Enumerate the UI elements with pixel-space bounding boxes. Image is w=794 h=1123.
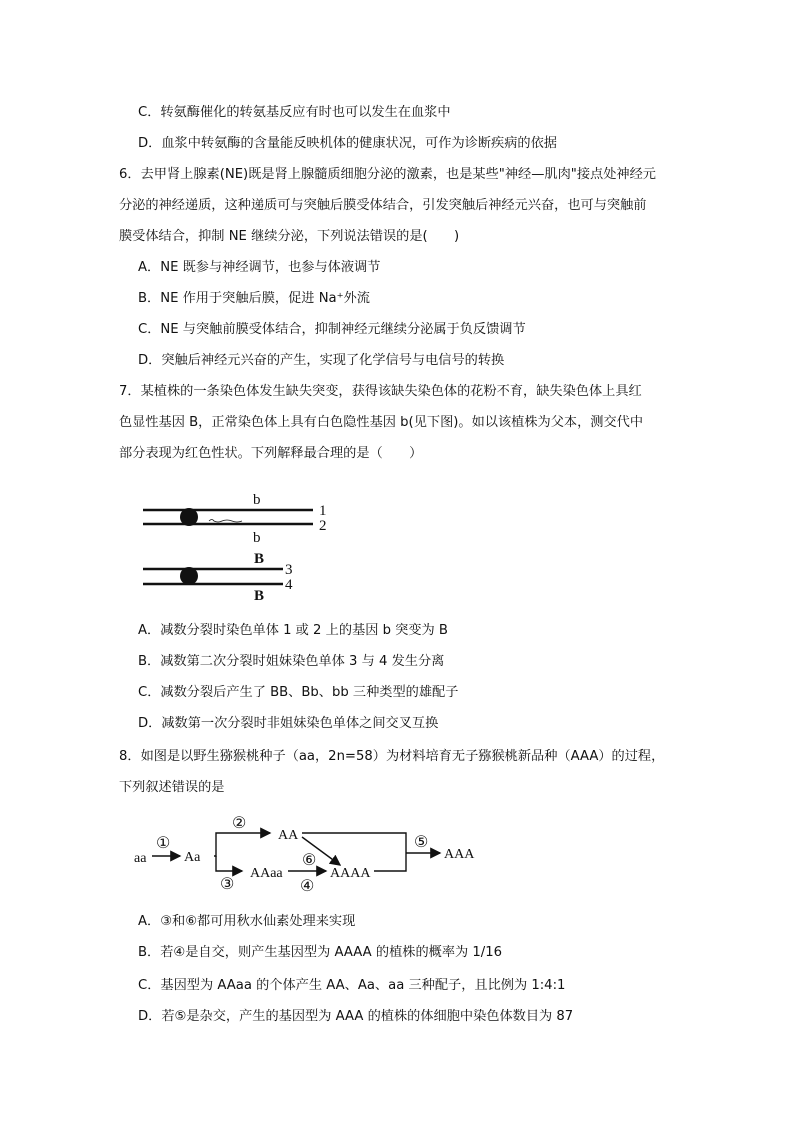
gene-b-chromatid-2: b (253, 530, 261, 546)
q8-option-c: C．基因型为 AAaa 的个体产生 AA、Aa、aa 三种配子，且比例为 1:4:1 (138, 978, 566, 993)
step-2-label: ② (232, 815, 247, 832)
q7-stem-line-2: 色显性基因 B，正常染色体上具有白色隐性基因 b(见下图)。如以该植株为父本，测交代中 (119, 415, 644, 430)
gene-B-chromatid-3: B (254, 551, 265, 567)
genotype-AAaa: AAaa (250, 866, 283, 881)
genotype-aa: aa (134, 851, 147, 866)
q6-option-c: C．NE 与突触前膜受体结合，抑制神经元继续分泌属于负反馈调节 (138, 322, 526, 337)
genotype-AA: AA (278, 828, 299, 843)
step-6-label: ⑥ (302, 852, 317, 869)
chromatid-label-3: 3 (285, 562, 293, 578)
arrow-step-2 (214, 833, 270, 856)
q7-stem-line-3: 部分表现为红色性状。下列解释最合理的是（ ） (119, 446, 423, 461)
gene-b-chromatid-1: b (253, 492, 261, 508)
q6-option-a: A．NE 既参与神经调节，也参与体液调节 (138, 260, 381, 275)
arrow-step-3 (216, 856, 242, 871)
genotype-AAA: AAA (444, 847, 475, 862)
centromere-top (180, 508, 198, 526)
q8-option-d: D．若⑤是杂交，产生的基因型为 AAA 的植株的体细胞中染色体数目为 87 (138, 1009, 574, 1024)
q8-stem-line-1: 8．如图是以野生猕猴桃种子（aa，2n=58）为材料培育无子猕猴桃新品种（AAA）的过程， (119, 749, 665, 764)
q7-option-b: B．减数第二次分裂时姐妹染色单体 3 与 4 发生分离 (138, 654, 445, 669)
q7-stem-line-1: 7．某植株的一条染色体发生缺失突变，获得该缺失染色体的花粉不育，缺失染色体上具红 (119, 384, 642, 399)
q7-option-d: D．减数第一次分裂时非姐妹染色单体之间交叉互换 (138, 716, 439, 731)
q8-stem-line-2: 下列叙述错误的是 (119, 780, 225, 795)
step-3-label: ③ (220, 876, 235, 893)
q6-stem-line-2: 分泌的神经递质，这种递质可与突触后膜受体结合，引发突触后神经元兴奋，也可与突触前 (119, 198, 647, 213)
q7-option-c: C．减数分裂后产生了 BB、Bb、bb 三种类型的雄配子 (138, 685, 459, 700)
step-5-label: ⑤ (414, 834, 429, 851)
genotype-AAAA: AAAA (330, 866, 371, 881)
q8-option-a: A．③和⑥都可用秋水仙素处理来实现 (138, 914, 356, 929)
chromatid-label-2: 2 (319, 518, 327, 534)
q6-stem-line-3: 膜受体结合，抑制 NE 继续分泌，下列说法错误的是( ) (119, 229, 460, 244)
q5-option-d: D．血浆中转氨酶的含量能反映机体的健康状况，可作为诊断疾病的依据 (138, 136, 557, 151)
step-1-label: ① (156, 835, 171, 852)
chromatid-label-4: 4 (285, 577, 293, 593)
genotype-Aa: Aa (184, 850, 201, 865)
q6-option-b: B．NE 作用于突触后膜，促进 Na⁺外流 (138, 291, 370, 306)
q8-option-b: B．若④是自交，则产生基因型为 AAAA 的植株的概率为 1/16 (138, 945, 502, 960)
q7-option-a: A．减数分裂时染色单体 1 或 2 上的基因 b 突变为 B (138, 623, 448, 638)
centromere-bottom (180, 567, 198, 585)
q6-option-d: D．突触后神经元兴奋的产生，实现了化学信号与电信号的转换 (138, 353, 505, 368)
q5-option-c: C．转氨酶催化的转氨基反应有时也可以发生在血浆中 (138, 105, 451, 120)
breeding-flow-diagram (130, 815, 490, 900)
q6-stem-line-1: 6．去甲肾上腺素(NE)既是肾上腺髓质细胞分泌的激素，也是某些"神经—肌肉"接点处神经元 (119, 167, 656, 182)
deletion-mark (209, 520, 242, 523)
chromatid-label-1: 1 (319, 503, 327, 519)
step-4-label: ④ (300, 878, 315, 895)
chromosome-figure (135, 485, 345, 610)
gene-B-chromatid-4: B (254, 588, 265, 604)
